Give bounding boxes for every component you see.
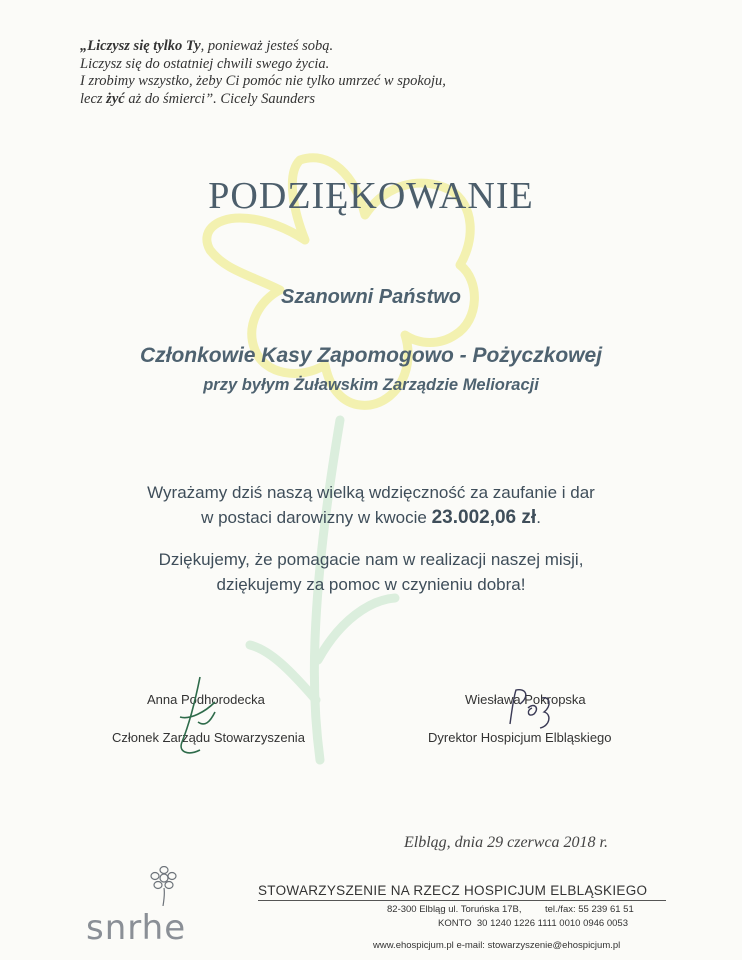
quote-line1-bold: „Liczysz się tylko Ty xyxy=(80,38,201,54)
signer-1-role: Członek Zarządu Stowarzyszenia xyxy=(112,730,305,745)
email-label: e-mail: xyxy=(456,940,485,951)
greeting: Szanowni Państwo xyxy=(280,286,462,308)
email-link[interactable]: stowarzyszenie@ehospicjum.pl xyxy=(487,940,621,951)
thanks-paragraph-2 xyxy=(0,547,742,597)
logo-wordmark: snrhe xyxy=(86,908,187,948)
donation-amount: 23.002,06 zł xyxy=(431,507,537,528)
website-link[interactable]: www.ehospicjum.pl xyxy=(373,940,454,951)
quote-line1-rest: , ponieważ jesteś sobą. xyxy=(200,38,334,54)
document-date: Elbląg, dnia 29 czerwca 2018 r. xyxy=(404,834,608,851)
recipient-line-2: przy byłym Żuławskim Zarządzie Melioracji xyxy=(203,376,539,394)
signature-1-scribble xyxy=(160,672,230,762)
epigraph-quote xyxy=(80,38,640,108)
org-address: 82-300 Elbląg ul. Toruńska 17B, xyxy=(387,904,522,915)
signer-1-name: Anna Podhorodecka xyxy=(147,692,265,707)
organization-name: STOWARZYSZENIE NA RZECZ HOSPICJUM ELBLĄSKIEGO xyxy=(258,883,648,898)
thanks-p1-end: . xyxy=(536,508,541,527)
thanks-p2-line2: dziękujemy za pomoc w czynieniu dobra! xyxy=(216,575,526,594)
quote-line3: I zrobimy wszystko, żeby Ci pomóc nie tylko umrzeć w spokoju, xyxy=(80,73,446,89)
thanks-p1-line2: w postaci darowizny w kwocie xyxy=(201,508,432,527)
org-phone: tel./fax: 55 239 61 51 xyxy=(545,904,634,915)
contact-line xyxy=(373,940,620,951)
bank-account-number: 30 1240 1226 1111 0010 0946 0053 xyxy=(476,918,628,929)
quote-line4-rest: aż do śmierci”. Cicely Saunders xyxy=(124,90,316,107)
thanks-paragraph-1 xyxy=(0,480,742,530)
signer-2-name: Wiesława Pokropska xyxy=(465,692,586,707)
recipient-line-1: Członkowie Kasy Zapomogowo - Pożyczkowej xyxy=(139,344,603,367)
flower-logo-icon xyxy=(142,866,186,906)
footer-divider xyxy=(258,900,666,901)
quote-line4-bold: żyć xyxy=(106,90,125,107)
quote-line4-start: lecz xyxy=(80,90,107,107)
thanks-p2-line1: Dziękujemy, że pomagacie nam w realizacji naszej misji, xyxy=(158,550,584,569)
bank-account xyxy=(438,918,628,929)
page-title: PODZIĘKOWANIE xyxy=(208,175,534,217)
signer-2-role: Dyrektor Hospicjum Elbląskiego xyxy=(428,730,612,745)
bank-account-label: KONTO xyxy=(438,918,472,929)
thanks-p1-line1: Wyrażamy dziś naszą wielką wdzięczność za zaufanie i dar xyxy=(147,483,595,502)
quote-line2: Liczysz się do ostatniej chwili swego życia. xyxy=(80,55,330,72)
signature-2-scribble xyxy=(500,684,560,744)
